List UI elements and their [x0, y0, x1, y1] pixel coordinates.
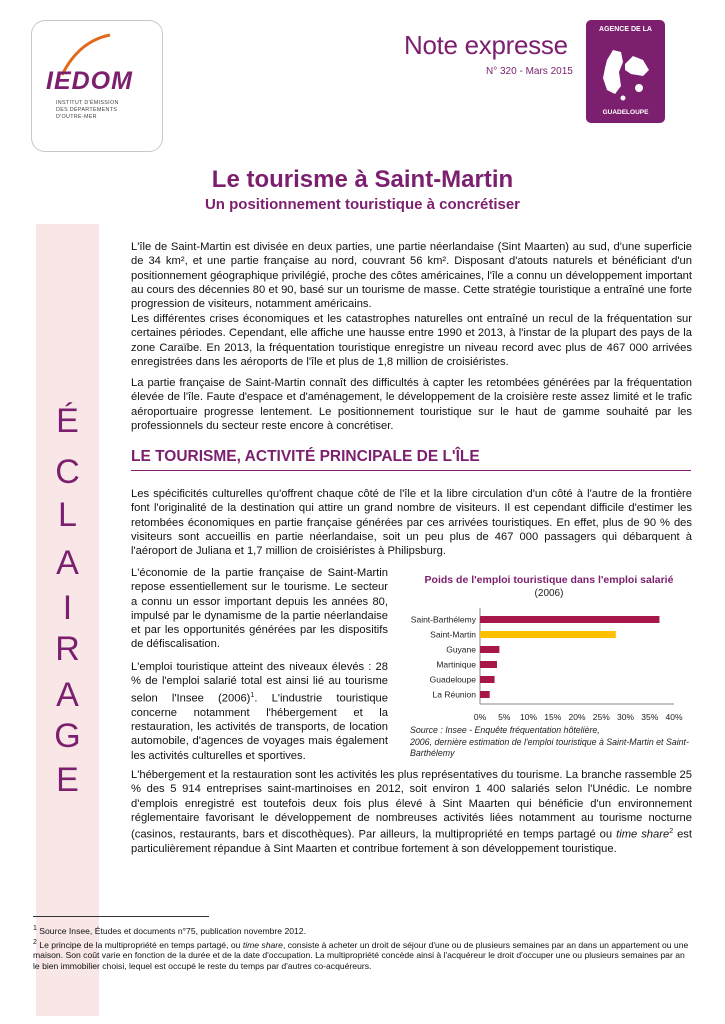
x-tick-label: 35% — [641, 712, 659, 722]
sidebar-letter: A — [56, 676, 79, 714]
category-label: Saint-Barthélemy — [410, 614, 476, 625]
category-label: Guadeloupe — [429, 674, 476, 685]
eclairage-sidebar — [36, 224, 99, 1016]
bar — [480, 691, 490, 698]
x-tick-label: 0% — [473, 712, 487, 722]
logo-wordmark: IEDOM — [46, 67, 133, 95]
intro-paragraph: La partie française de Saint-Martin connaît des difficultés à capter les retombées générées par la fréquentation élevée de l'île. Faute d'espace et d'aménagement, le développement de la croisière reste assez limité et le trafic aéroportuaire progresse lentement. Le positionnement touristique sur le haut de gamme souhaité par les professionnels du secteur reste encore à concrétiser. — [131, 377, 692, 432]
iedom-logo — [31, 20, 163, 152]
category-label: La Réunion — [432, 689, 476, 700]
x-tick-label: 15% — [544, 712, 562, 722]
sidebar-letter: E — [56, 761, 79, 799]
sidebar-letter: R — [55, 630, 80, 668]
logo-subtitle: INSTITUT D'ÉMISSION DES DÉPARTEMENTS D'OUTRE-MER — [56, 100, 119, 120]
x-tick-label: 20% — [568, 712, 586, 722]
sidebar-letter: A — [56, 544, 79, 582]
section-divider — [131, 470, 691, 471]
sidebar-letter: L — [58, 496, 77, 534]
guadeloupe-map-icon — [599, 42, 653, 104]
chart-subtitle: (2006) — [534, 588, 564, 599]
section-paragraph: Les spécificités culturelles qu'offrent chaque côté de l'île et la libre circulation d'un côté à l'autre de la frontière font l'originalité de la destination qui attire un grand nombre de visiteurs. Il est cependant difficile d'estimer les retombées économiques en partie française générées par ces arrivées touristiques. En effet, plus de 90 % des visiteurs sont accueillis en partie néerlandaise, soit un peu plus de 467 000 passagers qui débarquent à l'aéroport de Juliana et 1,7 million de croisiéristes à Philipsburg. — [131, 488, 692, 558]
x-tick-label: 30% — [616, 712, 635, 722]
agency-badge — [586, 20, 665, 123]
intro-paragraph: L'île de Saint-Martin est divisée en deux parties, une partie néerlandaise (Sint Maarten) au sud, d'une superficie de 34 km², et une partie française au nord, couvrant 56 km². Disposant d'atouts naturels et bénéficiant d'un positionnement géographique privilégié, proche des côtes américaines, l'île a connu un développement important au cours des décennies 80 et 90, basé sur un tourisme de masse. Cette stratégie touristique a entraîné une forte progression de visiteurs, notamment américains. — [131, 241, 692, 311]
employment-bar-chart — [404, 600, 694, 722]
sidebar-letter: G — [54, 717, 81, 755]
x-tick-label: 40% — [665, 712, 683, 722]
bar — [480, 661, 497, 668]
bar — [480, 646, 499, 653]
intro-paragraph: Les différentes crises économiques et les catastrophes naturelles ont entraîné un recul de la fréquentation sur certaines périodes. Cependant, elle affiche une hausse entre 1990 et 2013, à l'instar de la plupart des pays de la zone Caraïbe. En 2013, la fréquentation touristique enregistre un niveau record avec plus de 467 000 arrivées enregistrées dans les aéroports de l'île et plus de 1,8 million de croisiéristes. — [131, 313, 692, 368]
sidebar-letter: É — [56, 402, 79, 440]
bar — [480, 676, 495, 683]
publication-title: Note expresse — [404, 30, 568, 60]
chart-source: Source : Insee - Enquête fréquentation hôtelière, 2006, dernière estimation de l'emploi touristique à Saint-Martin et Saint-Barthélemy — [410, 725, 689, 758]
agency-label-top: AGENCE DE LA — [599, 26, 652, 33]
agency-label-bottom: GUADELOUPE — [602, 109, 649, 116]
page-subtitle: Un positionnement touristique à concrétiser — [204, 196, 521, 213]
footnote-rule — [33, 916, 209, 917]
footnote-2: $^2$ Le principe de la multipropriété en temps partagé, ou time share, consiste à acheter un droit de séjour d'une ou de plusieurs semaines par an dans un appartement ou une maison. Son coût varie en fonction de la durée et de la date d'occupation. La multipropriété concède ainsi à l'acquéreur le droit d'occuper une ou plusieurs semaines par an le bien immobilier choisi, lequel est occupé le reste du temps par d'autres co-acquéreurs. — [33, 939, 689, 972]
category-label: Saint-Martin — [430, 629, 476, 640]
category-label: Guyane — [446, 644, 476, 655]
footnote-1: $^1$ Source Insee, Études et documents n°75, publication novembre 2012. — [33, 925, 306, 936]
x-tick-label: 5% — [498, 712, 511, 722]
x-tick-label: 25% — [592, 712, 610, 722]
sidebar-letter: C — [55, 453, 80, 491]
x-tick-label: 10% — [519, 712, 538, 722]
category-label: Martinique — [436, 659, 476, 670]
bottom-paragraph: L'hébergement et la restauration sont les activités les plus représentatives du tourisme. La branche rassemble 25 % des 5 914 entreprises saint-martinoises en 2012, soit environ 1 400 salariés selon l'Unédic. Le nombre d'emplois enregistré est toutefois deux fois plus élevé à Sint Maarten qui bénéficie d'un environnement réglementaire favorisant le développement de nombreuses activités liées notamment au tourisme nocturne (casinos, restaurants, bars et discothèques). Par ailleurs, la multipropriété en temps partagé ou time share$^2$ est particulièrement répandue à Sint Maarten et contribue fortement à son développement touristique. — [131, 769, 692, 856]
issue-number: N° 320 - Mars 2015 — [486, 66, 573, 77]
section-heading: LE TOURISME, ACTIVITÉ PRINCIPALE DE L'ÎLE — [131, 448, 480, 465]
bar — [480, 631, 616, 638]
left-column-paragraph: L'économie de la partie française de Saint-Martin repose essentiellement sur le tourisme. Le secteur a connu un essor important depuis les années 80, impulsé par le dynamisme de la partie néerlandaise et par les opportunités générées par les dispositifs de défiscalisation. — [131, 567, 388, 651]
left-column-paragraph: L'emploi touristique atteint des niveaux élevés : 28 % de l'emploi salarié total est ainsi lié au tourisme selon l'Insee $(2006)^1$. L'industrie touristique concerne notamment l'hébergement et la restauration, les activités de transports, de location automobile, d'agences de voyages mais également les activités culturelles et sportives. — [131, 661, 388, 762]
sidebar-letter: I — [62, 589, 73, 627]
page-title: Le tourisme à Saint-Martin — [211, 166, 514, 193]
chart-title: Poids de l'emploi touristique dans l'emploi salarié — [424, 574, 674, 586]
bar — [480, 616, 659, 623]
